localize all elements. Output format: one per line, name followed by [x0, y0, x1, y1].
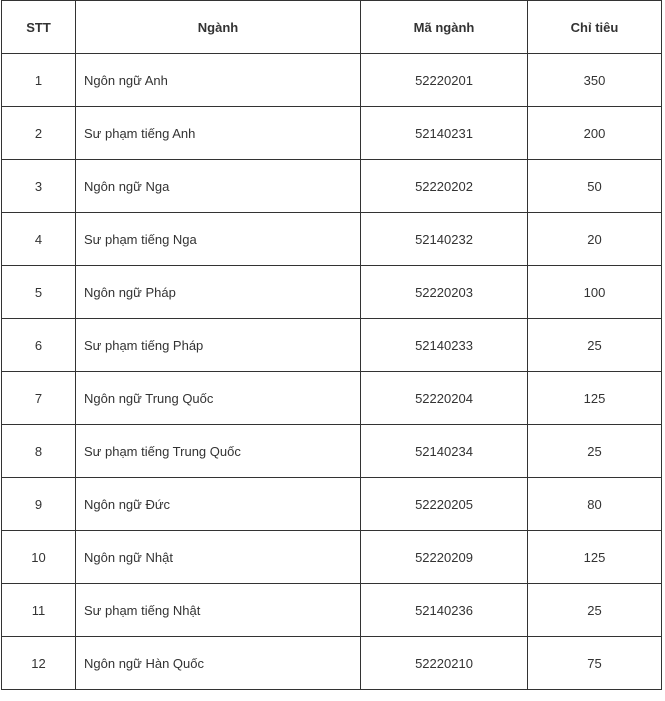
table-row	[2, 213, 662, 266]
cell-chi-tieu: 100	[528, 266, 662, 319]
table-row	[2, 266, 662, 319]
table-body	[2, 54, 662, 690]
cell-ma-nganh: 52220209	[361, 531, 528, 584]
cell-stt: 2	[2, 107, 76, 160]
cell-ma-nganh: 52220205	[361, 478, 528, 531]
cell-chi-tieu: 25	[528, 425, 662, 478]
cell-chi-tieu: 50	[528, 160, 662, 213]
cell-nganh: Ngôn ngữ Nga	[76, 160, 361, 213]
quota-table	[1, 0, 662, 690]
cell-ma-nganh: 52140233	[361, 319, 528, 372]
cell-ma-nganh: 52140232	[361, 213, 528, 266]
cell-stt: 9	[2, 478, 76, 531]
cell-nganh: Sư phạm tiếng Trung Quốc	[76, 425, 361, 478]
cell-ma-nganh: 52220202	[361, 160, 528, 213]
table-header	[2, 1, 662, 54]
table-row	[2, 54, 662, 107]
cell-chi-tieu: 125	[528, 531, 662, 584]
cell-stt: 5	[2, 266, 76, 319]
cell-nganh: Ngôn ngữ Đức	[76, 478, 361, 531]
quota-table-container	[1, 0, 662, 690]
cell-nganh: Ngôn ngữ Hàn Quốc	[76, 637, 361, 690]
header-ma-nganh: Mã ngành	[361, 1, 528, 54]
table-row	[2, 478, 662, 531]
cell-nganh: Ngôn ngữ Trung Quốc	[76, 372, 361, 425]
cell-chi-tieu: 20	[528, 213, 662, 266]
cell-stt: 8	[2, 425, 76, 478]
header-row	[2, 1, 662, 54]
cell-nganh: Sư phạm tiếng Nhật	[76, 584, 361, 637]
cell-stt: 4	[2, 213, 76, 266]
cell-ma-nganh: 52140236	[361, 584, 528, 637]
cell-ma-nganh: 52140234	[361, 425, 528, 478]
cell-chi-tieu: 125	[528, 372, 662, 425]
cell-chi-tieu: 200	[528, 107, 662, 160]
table-row	[2, 584, 662, 637]
cell-stt: 7	[2, 372, 76, 425]
header-chi-tieu: Chỉ tiêu	[528, 1, 662, 54]
cell-chi-tieu: 350	[528, 54, 662, 107]
cell-chi-tieu: 25	[528, 319, 662, 372]
cell-ma-nganh: 52140231	[361, 107, 528, 160]
table-row	[2, 319, 662, 372]
table-row	[2, 107, 662, 160]
cell-nganh: Ngôn ngữ Nhật	[76, 531, 361, 584]
cell-stt: 10	[2, 531, 76, 584]
cell-nganh: Sư phạm tiếng Nga	[76, 213, 361, 266]
cell-nganh: Sư phạm tiếng Anh	[76, 107, 361, 160]
cell-stt: 3	[2, 160, 76, 213]
header-stt: STT	[2, 1, 76, 54]
table-row	[2, 372, 662, 425]
cell-chi-tieu: 75	[528, 637, 662, 690]
cell-ma-nganh: 52220204	[361, 372, 528, 425]
table-row	[2, 425, 662, 478]
cell-ma-nganh: 52220201	[361, 54, 528, 107]
cell-stt: 1	[2, 54, 76, 107]
cell-ma-nganh: 52220210	[361, 637, 528, 690]
cell-nganh: Sư phạm tiếng Pháp	[76, 319, 361, 372]
cell-stt: 6	[2, 319, 76, 372]
header-nganh: Ngành	[76, 1, 361, 54]
cell-ma-nganh: 52220203	[361, 266, 528, 319]
cell-chi-tieu: 80	[528, 478, 662, 531]
cell-chi-tieu: 25	[528, 584, 662, 637]
cell-stt: 11	[2, 584, 76, 637]
table-row	[2, 160, 662, 213]
cell-nganh: Ngôn ngữ Anh	[76, 54, 361, 107]
table-row	[2, 637, 662, 690]
table-row	[2, 531, 662, 584]
cell-nganh: Ngôn ngữ Pháp	[76, 266, 361, 319]
cell-stt: 12	[2, 637, 76, 690]
